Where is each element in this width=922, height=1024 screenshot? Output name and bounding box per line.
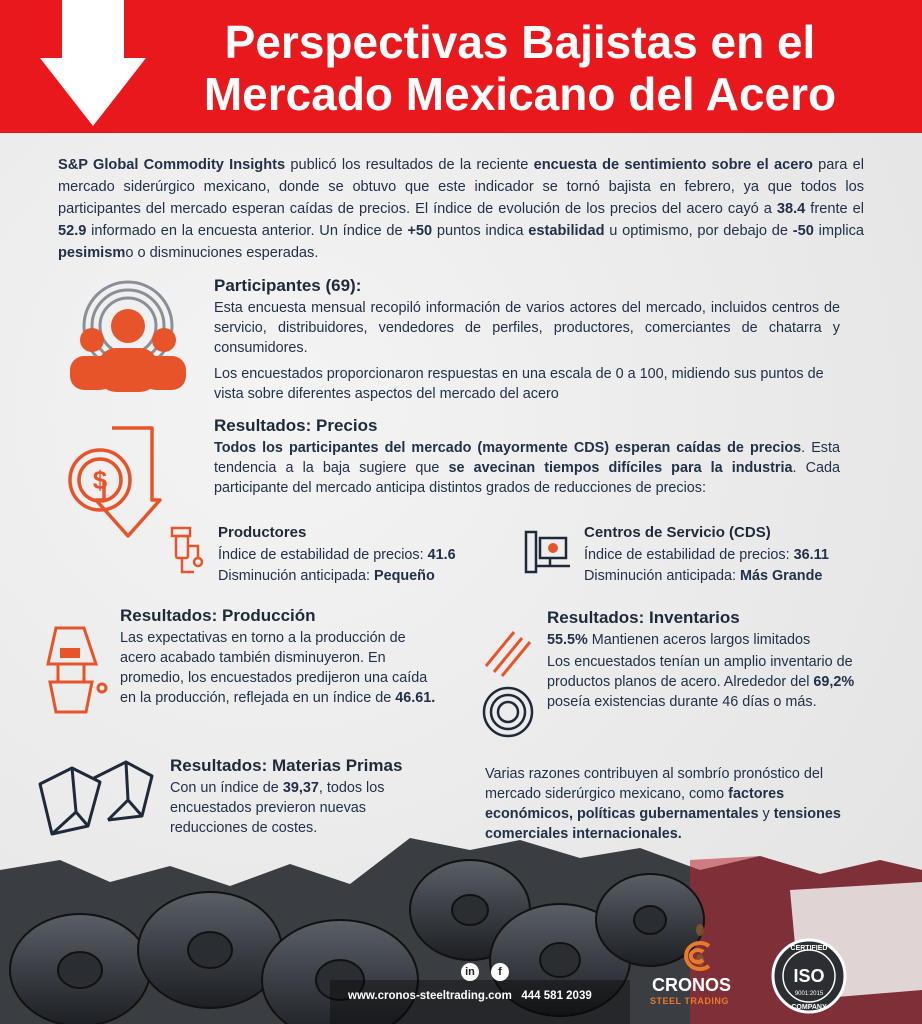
iso-text: ISO <box>793 966 825 986</box>
logo-name: CRONOS <box>652 975 732 995</box>
materias-title: Resultados: Materias Primas <box>170 756 403 775</box>
materias-body: , todos los encuestados previeron nuevas reducciones de costes. <box>170 780 385 836</box>
precios-text <box>214 438 840 498</box>
participantes-text-2: Los encuestados proporcionaron respuestas en una escala de 0 a 100, midiendo sus puntos de vista sobre diferentes aspectos del mercado del acero <box>214 366 824 402</box>
precios-title: Resultados: Precios <box>214 416 378 435</box>
iso-top: CERTIFIED <box>790 945 828 952</box>
productores-index-value: 41.6 <box>427 547 456 563</box>
productores-title: Productores <box>218 524 307 541</box>
produccion-value: 46.61. <box>395 690 436 706</box>
footer-contact <box>348 990 592 1002</box>
dollar-down-icon <box>66 424 162 540</box>
produccion-title: Resultados: Producción <box>120 606 316 625</box>
inventarios-body: poseía existencias durante 46 días o más. <box>547 694 817 710</box>
intro-text: puntos indica <box>432 223 529 239</box>
linkedin-icon[interactable]: in <box>461 963 479 981</box>
cds-index-label: Índice de estabilidad de precios: <box>584 547 794 563</box>
intro-text: o o disminuciones esperadas. <box>125 245 319 261</box>
productores-index-label: Índice de estabilidad de precios: <box>218 547 428 563</box>
website-link[interactable]: www.cronos-steeltrading.com <box>348 990 512 1002</box>
intro-keyword: pesimism <box>58 245 126 261</box>
intro-text: frente el <box>805 201 864 217</box>
intro-value: 38.4 <box>776 201 806 217</box>
inventarios-body: Mantienen aceros largos limitados <box>587 632 811 648</box>
people-group-icon <box>58 278 198 396</box>
materias-body: Con un índice de <box>170 780 283 796</box>
intro-survey: encuesta de sentimiento sobre el acero <box>533 157 813 173</box>
intro-keyword: estabilidad <box>528 223 605 239</box>
machine-icon <box>522 526 574 578</box>
produccion-body: Las expectativas en torno a la producción de acero acabado también disminuyeron. En promedio, los encuestados predijeron una caída en la producción, reflejada en un índice de <box>120 630 428 706</box>
intro-text: informado en la encuesta anterior. Un índice de <box>86 223 408 239</box>
steel-bars-icon <box>480 626 536 678</box>
inventarios-value: 55.5% <box>547 632 588 648</box>
cds-index-value: 36.11 <box>793 547 829 563</box>
title-line-1: Perspectivas Bajistas en el <box>224 16 816 68</box>
steel-coil-icon <box>480 684 536 740</box>
cds-title: Centros de Servicio (CDS) <box>584 524 771 541</box>
intro-value: -50 <box>792 223 814 239</box>
inventarios-value: 69,2% <box>813 674 855 690</box>
productores-decrease <box>218 566 435 586</box>
intro-text: publicó los resultados de la reciente <box>285 157 534 173</box>
intro-value: 52.9 <box>58 223 87 239</box>
inventarios-line-2 <box>547 652 887 712</box>
intro-paragraph <box>58 154 864 264</box>
cds-decrease <box>584 566 822 586</box>
productores-decrease-value: Pequeño <box>373 568 435 584</box>
intro-value: +50 <box>407 223 433 239</box>
raw-materials-icon <box>34 756 158 840</box>
conclusion-body: Varias razones contribuyen al sombrío pronóstico del mercado siderúrgico mexicano, como <box>485 766 824 802</box>
materias-text <box>170 778 432 838</box>
productores-decrease-label: Disminución anticipada: <box>218 568 374 584</box>
conclusion-highlight: factores económicos, políticas gubernamentales <box>485 786 785 822</box>
produccion-text <box>120 628 442 708</box>
valve-pipe-icon <box>168 524 210 578</box>
inventarios-body: Los encuestados tenían un amplio inventario de productos planos de acero. Alrededor del <box>547 654 853 690</box>
cds-decrease-label: Disminución anticipada: <box>584 568 740 584</box>
precios-body: . Esta tendencia a la baja sugiere que <box>214 440 840 476</box>
iso-number: 9001:2015 <box>794 991 824 997</box>
materias-value: 39,37 <box>282 780 319 796</box>
iso-bottom: COMPANY <box>791 1004 827 1011</box>
participantes-text-1: Esta encuesta mensual recopiló información de varios actores del mercado, incluidos centros de servicio, distribuidores, vendedores de perfiles, productores, comerciantes de chatarra y consumidores. <box>214 300 840 356</box>
phone-number: 444 581 2039 <box>521 990 592 1002</box>
intro-text: implica <box>813 223 864 239</box>
participantes-title: Participantes (69): <box>214 276 362 295</box>
cds-decrease-value: Más Grande <box>739 568 823 584</box>
page-title <box>130 16 910 120</box>
conclusion-body: y <box>758 806 774 822</box>
intro-source: S&P Global Commodity Insights <box>58 157 286 173</box>
facebook-icon[interactable]: f <box>491 963 509 981</box>
furnace-icon <box>42 624 108 718</box>
precios-highlight: Todos los participantes del mercado (mayormente CDS) esperan caídas de precios <box>214 440 802 456</box>
intro-text: u optimismo, por debajo de <box>604 223 793 239</box>
precios-highlight: se avecinan tiempos difíciles para la industria <box>448 460 793 476</box>
title-line-2: Mercado Mexicano del Acero <box>203 68 837 120</box>
cds-index <box>584 545 829 565</box>
conclusion-highlight: tensiones comerciales internacionales. <box>485 806 841 842</box>
inventarios-title: Resultados: Inventarios <box>547 608 740 627</box>
inventarios-line-1 <box>547 630 887 650</box>
iso-seal-icon <box>769 936 849 1016</box>
cronos-logo-icon <box>681 940 717 972</box>
svg-text:$: $ <box>92 465 108 495</box>
precios-body: . Cada participante del mercado anticipa distintos grados de reducciones de precios: <box>214 460 840 496</box>
intro-text: para el mercado siderúrgico mexicano, donde se obtuvo que este indicador se tornó bajista en febrero, ya que todos los participantes del mercado esperan caídas de precios. El índice de evolución de los precios del acero cayó a <box>58 157 864 217</box>
logo-subtitle: STEEL TRADING <box>650 996 729 1006</box>
productores-index <box>218 545 456 565</box>
